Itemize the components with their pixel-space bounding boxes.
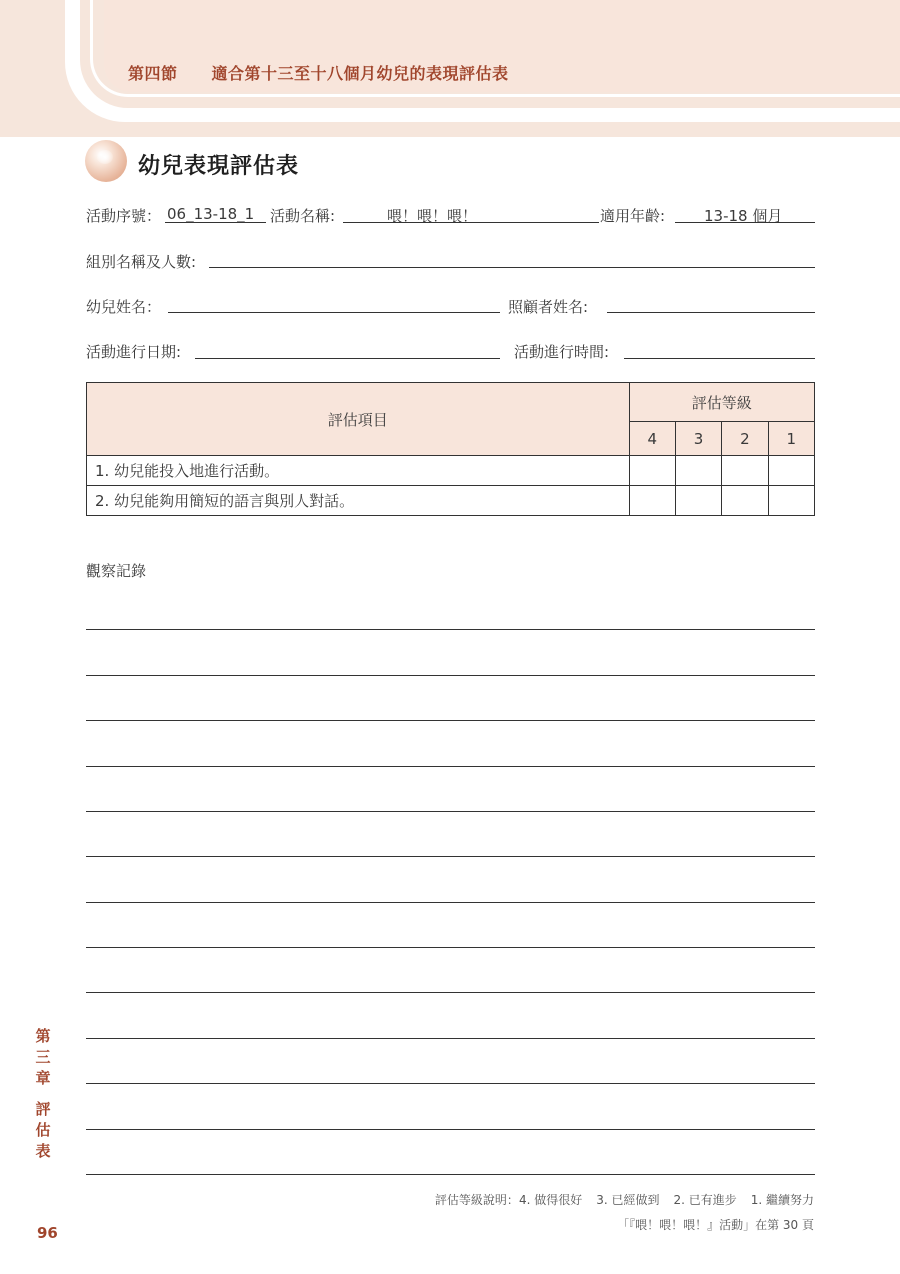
writing-line[interactable] bbox=[86, 1038, 815, 1039]
grade-cell[interactable] bbox=[722, 486, 768, 516]
writing-line[interactable] bbox=[86, 856, 815, 857]
age-value: 13-18 個月 bbox=[704, 207, 783, 225]
writing-line[interactable] bbox=[86, 1083, 815, 1084]
time-label: 活動進行時間: bbox=[514, 343, 610, 361]
section-number: 第四節 bbox=[128, 64, 178, 83]
grade-cell[interactable] bbox=[629, 486, 675, 516]
grade-legend bbox=[435, 1191, 814, 1208]
table-row bbox=[87, 486, 815, 516]
activity-name-value: 喂！喂！喂！ bbox=[387, 207, 478, 225]
grade-cell[interactable] bbox=[768, 486, 814, 516]
writing-line[interactable] bbox=[86, 1129, 815, 1130]
grade-cell[interactable] bbox=[629, 456, 675, 486]
table-row bbox=[87, 456, 815, 486]
observation-label: 觀察記錄 bbox=[86, 562, 147, 580]
group-field[interactable] bbox=[209, 267, 815, 268]
item-text: 1. 幼兒能投入地進行活動。 bbox=[87, 456, 630, 486]
writing-line[interactable] bbox=[86, 947, 815, 948]
grade-cell[interactable] bbox=[768, 456, 814, 486]
grade-3-header: 3 bbox=[675, 422, 721, 456]
writing-line[interactable] bbox=[86, 902, 815, 903]
form-title: 幼兒表現評估表 bbox=[138, 154, 300, 179]
side-tab-chapter: 第三章 bbox=[35, 1027, 51, 1087]
legend-item: 1. 繼續努力 bbox=[750, 1193, 814, 1207]
grade-cell[interactable] bbox=[675, 486, 721, 516]
writing-line[interactable] bbox=[86, 629, 815, 630]
grade-header: 評估等級 bbox=[629, 383, 814, 422]
child-name-field[interactable] bbox=[168, 312, 500, 313]
side-tab bbox=[35, 1026, 51, 1162]
caregiver-label: 照顧者姓名: bbox=[508, 298, 589, 316]
evaluation-table bbox=[86, 382, 815, 516]
section-heading bbox=[128, 61, 509, 84]
item-header: 評估項目 bbox=[87, 383, 630, 456]
pearl-bullet-icon bbox=[85, 140, 127, 182]
grade-2-header: 2 bbox=[722, 422, 768, 456]
writing-line[interactable] bbox=[86, 766, 815, 767]
writing-line[interactable] bbox=[86, 992, 815, 993]
legend-item: 3. 已經做到 bbox=[596, 1193, 660, 1207]
activity-name-label: 活動名稱: bbox=[270, 207, 336, 225]
date-label: 活動進行日期: bbox=[86, 343, 182, 361]
legend-item: 4. 做得很好 bbox=[518, 1193, 583, 1207]
grade-cell[interactable] bbox=[722, 456, 768, 486]
legend-item: 2. 已有進步 bbox=[673, 1193, 737, 1207]
caregiver-field[interactable] bbox=[607, 312, 815, 313]
writing-line[interactable] bbox=[86, 1174, 815, 1175]
activity-no-value: 06_13-18_1 bbox=[167, 205, 255, 223]
date-field[interactable] bbox=[195, 358, 500, 359]
writing-line[interactable] bbox=[86, 720, 815, 721]
group-label: 組別名稱及人數: bbox=[86, 253, 197, 271]
writing-line[interactable] bbox=[86, 675, 815, 676]
page-number: 96 bbox=[37, 1224, 58, 1242]
grade-1-header: 1 bbox=[768, 422, 814, 456]
grade-cell[interactable] bbox=[675, 456, 721, 486]
child-name-label: 幼兒姓名： bbox=[86, 298, 162, 316]
time-field[interactable] bbox=[624, 358, 815, 359]
item-text: 2. 幼兒能夠用簡短的語言與別人對話。 bbox=[87, 486, 630, 516]
writing-line[interactable] bbox=[86, 811, 815, 812]
side-tab-name: 評估表 bbox=[35, 1100, 51, 1160]
age-label: 適用年齡: bbox=[600, 207, 666, 225]
legend-label: 評估等級說明： bbox=[434, 1193, 519, 1207]
page-reference: 「『喂！喂！喂！』活動」在第 30 頁 bbox=[617, 1218, 814, 1232]
activity-no-label: 活動序號： bbox=[86, 207, 162, 225]
grade-4-header: 4 bbox=[629, 422, 675, 456]
section-title: 適合第十三至十八個月幼兒的表現評估表 bbox=[211, 64, 509, 83]
